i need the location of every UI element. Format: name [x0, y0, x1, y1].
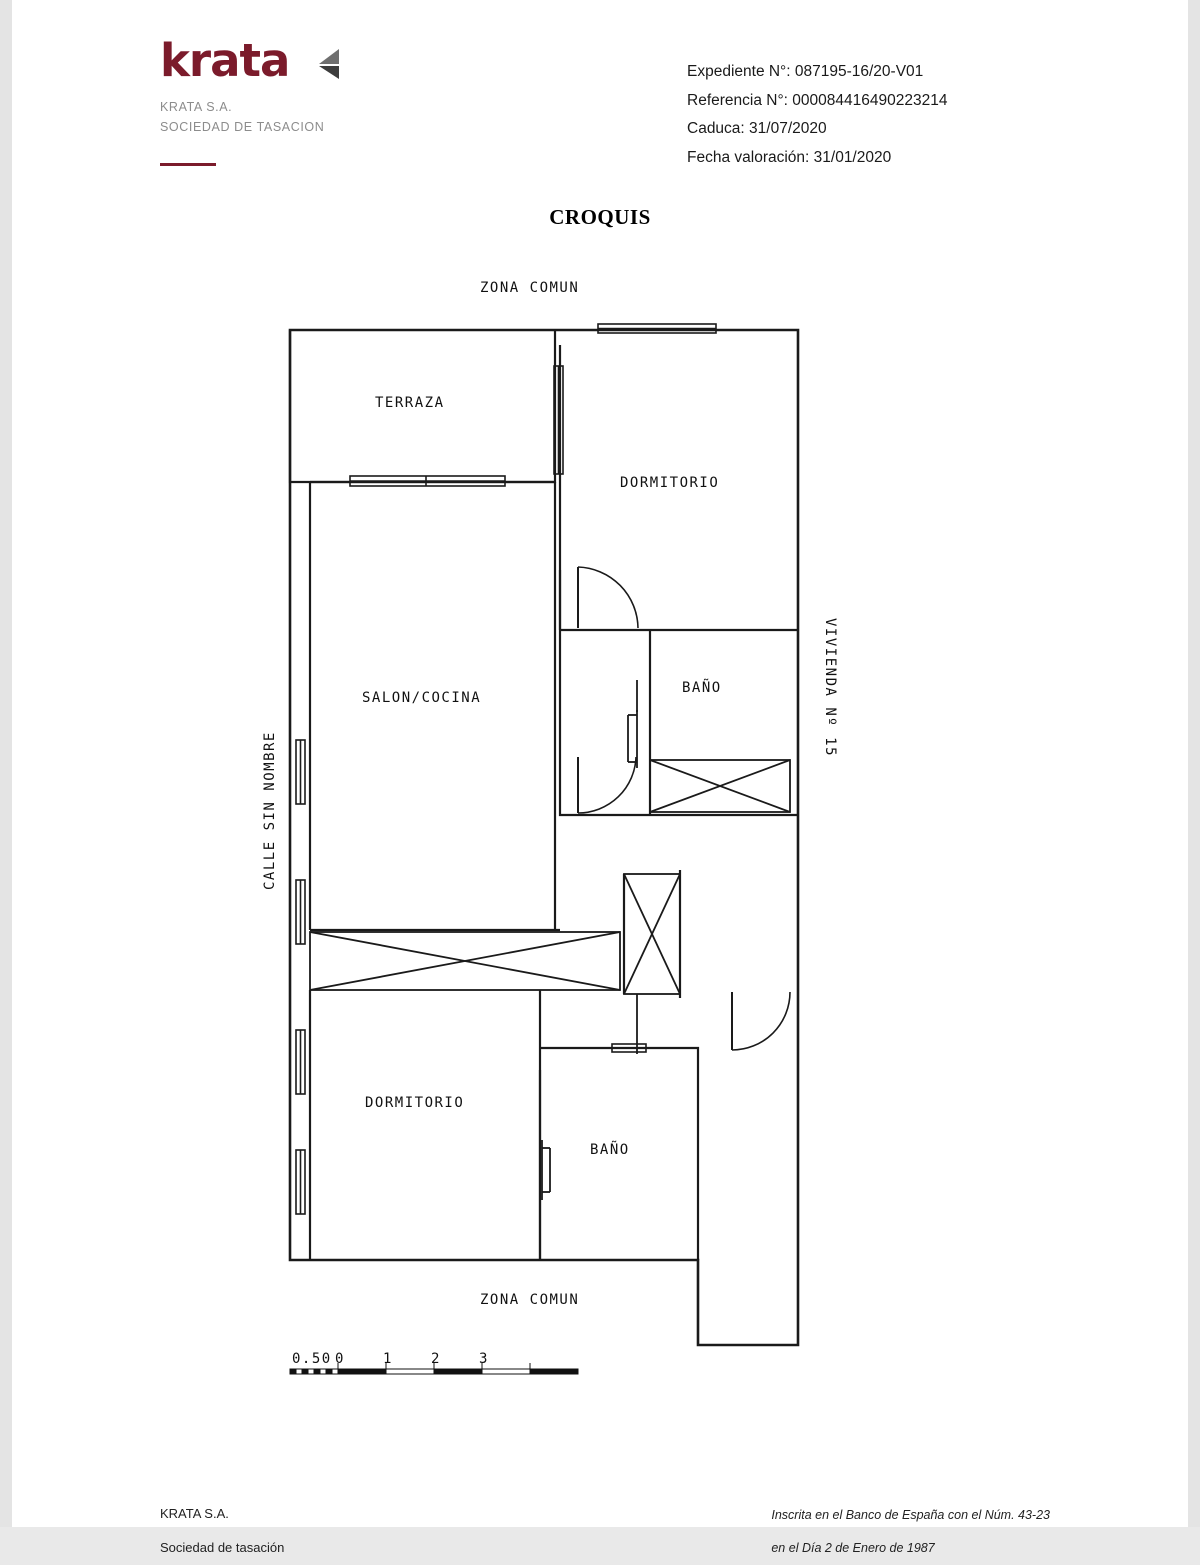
plan-label-bano-2: BAÑO [590, 1142, 630, 1158]
meta-referencia: Referencia N°: 000084416490223214 [687, 91, 948, 109]
footer-company: KRATA S.A. [160, 1506, 229, 1521]
plan-label-zona-comun-top: ZONA COMUN [480, 280, 580, 296]
footer-registration-line1: Inscrita en el Banco de España con el Núm. 43-23 [771, 1508, 1050, 1522]
brand-subtitle [160, 97, 490, 137]
brand-divider [160, 163, 216, 166]
scale-tick-1: 0 [335, 1351, 345, 1367]
plan-label-dormitorio-1: DORMITORIO [620, 475, 720, 491]
footer-left [160, 1497, 284, 1565]
brand-subtitle-line1: KRATA S.A. [160, 100, 233, 114]
brand-subtitle-line2: SOCIEDAD DE TASACION [160, 120, 325, 134]
plan-label-vivienda: VIVIENDA Nº 15 [822, 618, 838, 758]
document-meta [687, 58, 947, 173]
floor-plan-drawing [150, 270, 1050, 1400]
krata-logo-icon [305, 47, 341, 81]
plan-label-calle-sin-nombre: CALLE SIN NOMBRE [262, 731, 278, 890]
page-title: CROQUIS [549, 205, 651, 229]
scale-tick-2: 1 [383, 1351, 393, 1367]
brand-row [160, 34, 490, 87]
meta-fecha-valoracion: Fecha valoración: 31/01/2020 [687, 149, 892, 167]
meta-caduca: Caduca: 31/07/2020 [687, 120, 827, 138]
scale-bar [290, 1351, 590, 1385]
scale-tick-4: 3 [479, 1351, 489, 1367]
brand-name: krata [160, 34, 290, 87]
footer-right [771, 1499, 1050, 1564]
plan-label-bano-1: BAÑO [682, 680, 722, 696]
plan-label-dormitorio-2: DORMITORIO [365, 1095, 465, 1111]
scale-tick-0: 0.50 [292, 1351, 332, 1367]
footer-company-subtitle: Sociedad de tasación [160, 1539, 285, 1555]
plan-label-salon-cocina: SALON/COCINA [362, 690, 482, 706]
document-header [160, 34, 1040, 168]
floor-plan [150, 270, 1050, 1400]
brand-block [160, 34, 490, 166]
meta-expediente: Expediente N°: 087195-16/20-V01 [687, 63, 924, 80]
footer-registration-line2: en el Día 2 de Enero de 1987 [771, 1540, 935, 1555]
scale-tick-3: 2 [431, 1351, 441, 1367]
plan-label-zona-comun-bottom: ZONA COMUN [480, 1292, 580, 1308]
plan-label-terraza: TERRAZA [375, 395, 445, 411]
